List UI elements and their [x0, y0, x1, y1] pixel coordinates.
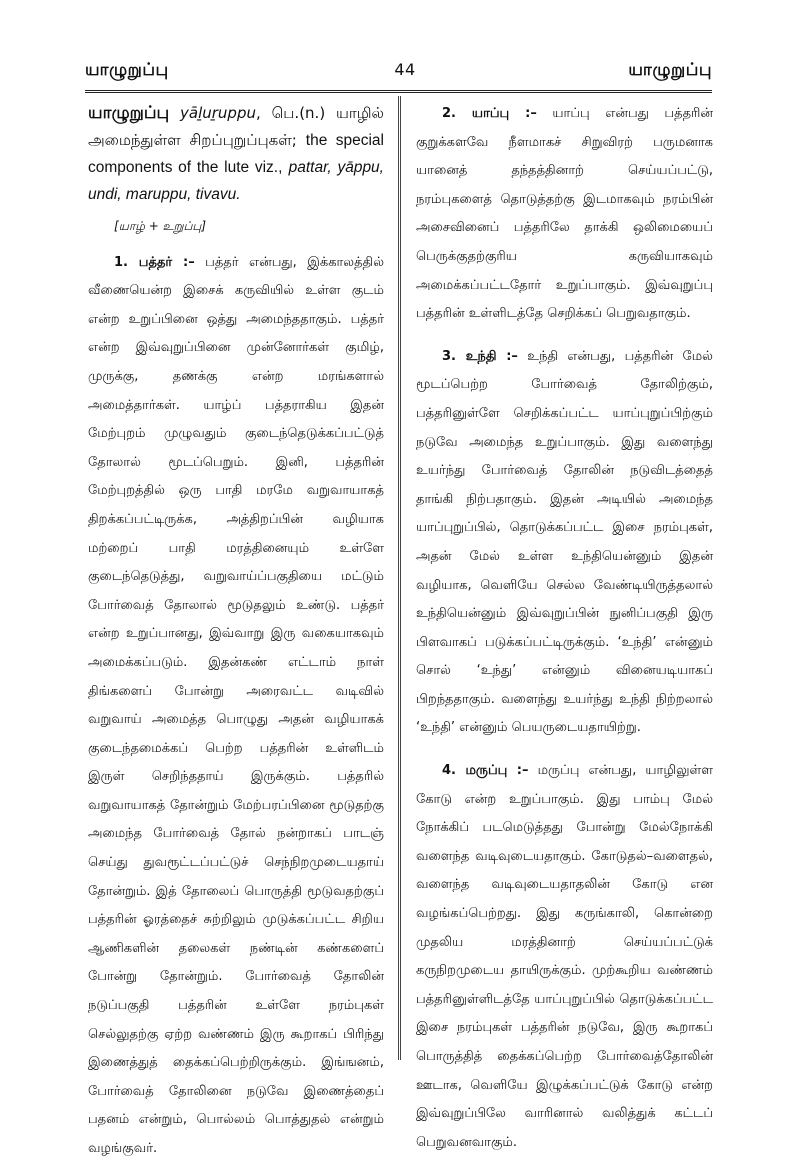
entry-heading: யாழுறுப்பு yāḻuṟuppu, பெ.(n.) யாழில் அமைந்துள்ள சிறப்புறுப்புகள்; the special components of the lute viz., pattar, yāppu, undi, maruppu, tivavu. — [88, 103, 384, 203]
section-number: 3. உந்தி :– — [442, 348, 518, 364]
column-divider — [398, 96, 401, 1060]
headword: யாழுறுப்பு — [88, 103, 170, 123]
tamil-definition: யாழில் அமைந்துள்ள சிறப்புறுப்புகள்; — [88, 104, 384, 149]
section-maruppu — [416, 757, 713, 1157]
part-of-speech: பெ.(n.) — [271, 104, 326, 122]
etymology: [யாழ் + உறுப்பு] — [114, 219, 207, 233]
section-yappu — [416, 100, 713, 329]
section-text: யாப்பு என்பது பத்தரின் குறுக்களவே நீளமாகச் சிறுவிரற் பருமனாக யானைத் தந்தத்தினாற் செய்யப்பட்டு, நரம்புகளைத் தொடுத்தற்கு இடமாகவும் நரம்பின் அசைவினைப் பத்தரிலே தாக்கி ஒலிமையைப் பெருக்குதற்குரிய கருவியாகவும் அமைக்கப்பட்டதோர் உறுப்பாகும். இவ்வுறுப்பு பத்தரின் உள்ளிடத்தே செறிக்கப் பெறுவதாகும். — [416, 106, 713, 322]
running-head-right: யாழுறுப்பு — [628, 60, 712, 80]
running-head-left: யாழுறுப்பு — [85, 60, 169, 80]
section-text: மருப்பு என்பது, யாழிலுள்ள கோடு என்ற உறுப்பாகும். இது பாம்பு மேல் நோக்கிப் படமெடுத்தது போன்று மேல்நோக்கி வளைந்த வடிவுடையதாகும். கோடுதல்–வளைதல், வளைந்த வடிவுடையதாதலின் கோடு என வழங்கப்பெற்றது. இது கருங்காலி, கொன்றை முதலிய மரத்தினாற் செய்யப்பட்டுக் கருநிறமுடைய தாயிருக்கும். முற்கூறிய வண்ணம் பத்தரினுள்ளிடத்தே யாப்புறுப்பில் தொடுக்கப்பட்ட இசை நரம்புகள் பத்தரின் நடுவே, இரு கூறாகப் பொருத்தித் தைக்கப்பெற்ற போர்வைத்தோலின் ஊடாக, வெளியே இழுக்கப்பட்டுக் கோடு என்ற இவ்வுறுப்பிலே வாரினால் வலித்துக் கட்டப் பெறுவனவாகும். — [416, 763, 713, 1150]
section-text: உந்தி என்பது, பத்தரின் மேல் மூடப்பெற்ற போர்வைத் தோலிற்கும், பத்தரினுள்ளே செறிக்கப்பட்ட யாப்புறுப்பிற்கும் நடுவே அமைந்த உறுப்பாகும். இது வளைந்து உயர்ந்து போர்வைத் தோலின் நடுவிடத்தைத் தாங்கி நிற்பதாகும். இதன் அடியில் அமைந்த யாப்புறுப்பில், தொடுக்கப்பட்ட இசை நரம்புகள், அதன் மேல் உள்ள உந்தியென்னும் இதன் வழியாக, வெளியே செல்ல வேண்டியிருத்தலால் உந்தியென்னும் இவ்வுறுப்பின் நுனிப்பகுதி இரு பிளவாகப் படுக்கப்பட்டிருக்கும். ‘உந்தி’ என்னும் சொல் ‘உந்து’ என்னும் வினையடியாகப் பிறந்ததாகும். வளைந்து உயர்ந்து உந்தி நிற்றலால் ‘உந்தி’ என்னும் பெயருடையதாயிற்று. — [416, 348, 713, 736]
section-number: 1. பத்தர் :– — [114, 254, 195, 270]
transliteration: yāḻuṟuppu — [180, 104, 256, 122]
section-undi — [416, 343, 713, 743]
left-column — [88, 100, 384, 1164]
section-number: 2. யாப்பு :– — [442, 106, 537, 121]
english-definition: the special components of the lute viz., — [88, 132, 384, 176]
right-column — [416, 100, 713, 1157]
section-number: 4. மருப்பு :– — [442, 763, 529, 779]
page-number: 44 — [394, 60, 416, 79]
section-text: பத்தர் என்பது, இக்காலத்தில் வீணையென்ற இசைக் கருவியில் உள்ள குடம் என்ற உறுப்பினை ஒத்து அமைந்ததாகும். பத்தர் என்ற இவ்வுறுப்பினை முன்னோர்கள் குமிழ், முருக்கு, தணக்கு என்ற மரங்களால் அமைத்தார்கள். யாழ்ப் பத்தராகிய இதன் மேற்புறம் முழுவதும் குடைந்தெடுக்கப்பட்டுத் தோலால் மூடப்பெறும். இனி, பத்தரின் மேற்புறத்தில் ஒரு பாதி மரமே வறுவாயாகத் திறக்கப்பட்டிருக்க, அத்திறப்பின் வழியாக மற்றைப் பாதி மரத்தினையும் உள்ளே குடைந்தெடுத்து, வறுவாய்ப்பகுதியை மட்டும் போர்வைத் தோலால் மூடுதலும் உண்டு. பத்தர் என்ற உறுப்பானது, இவ்வாறு இரு வகையாகவும் அமைக்கப்படும். இதன்கண் எட்டாம் நாள் திங்களைப் போன்று அரைவட்ட வடிவில் வறுவாய் அமைத்த பொழுது அதன் வழியாகக் குடைந்தமைக்கப் பெற்ற பத்தரின் உள்ளிடம் இருள் செறிந்ததாய் இருக்கும். பத்தரில் வறுவாயாகத் தோன்றும் மேற்பரப்பினை மூடுதற்கு அமைந்த போர்வைத் தோல் நன்றாகப் பாடஞ் செய்து துவரூட்டப்பட்டுச் செந்நிறமுடையதாய் தோன்றும். இத் தோலைப் பொருத்தி மூடுவதற்குப் பத்தரின் ஓரத்தைச் சுற்றிலும் முடுக்கப்பட்ட சிறிய ஆணிகளின் தலைகள் நண்டின் கண்களைப் போன்று தோன்றும். போர்வைத் தோலின் நடுப்பகுதி பத்தரின் உள்ளே நரம்புகள் செல்லுதற்கு ஏற்ற வண்ணம் இரு கூறாகப் பிரிந்து இணைத்துத் தைக்கப்பெற்றிருக்கும். இங்ஙனம், போர்வைத் தோலினை நடுவே இணைத்தைப் பதனம் என்றும், பொல்லம் பொத்துதல் என்றும் வழங்குவர். — [88, 254, 385, 1156]
section-pattar — [88, 249, 384, 1164]
header-rule — [85, 90, 712, 93]
english-terms: pattar, yāppu, undi, maruppu, tivavu. — [88, 159, 384, 203]
